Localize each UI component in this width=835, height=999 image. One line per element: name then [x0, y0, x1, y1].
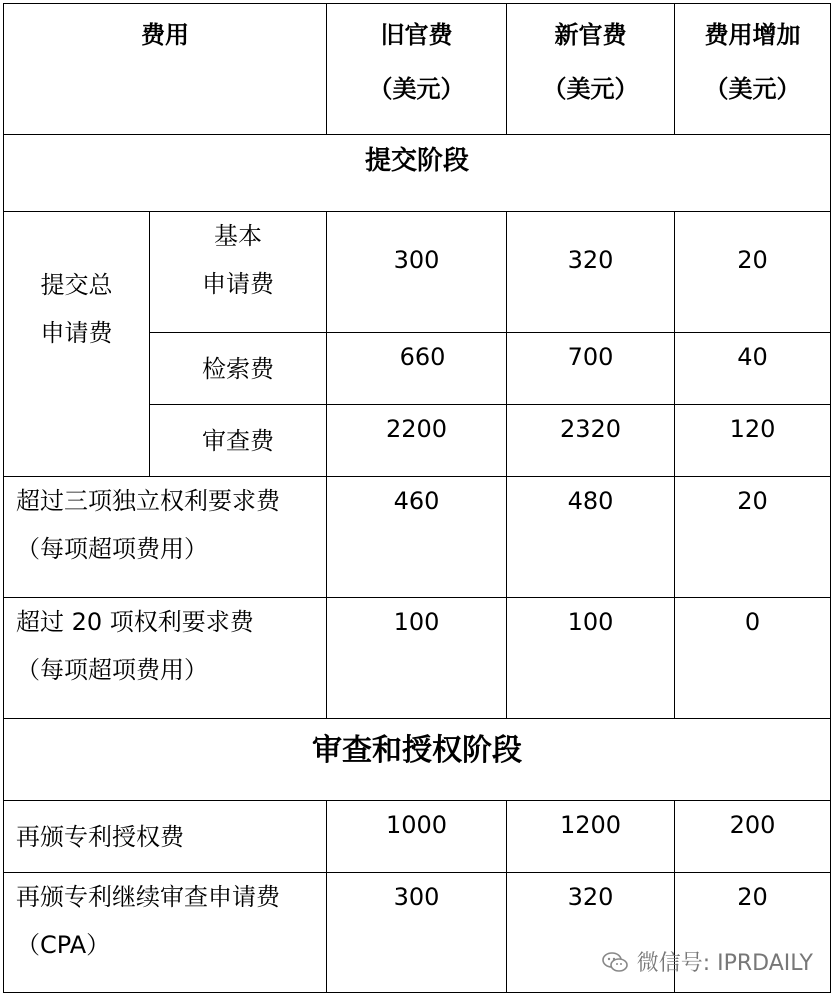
increase-value: 0: [675, 598, 831, 719]
fee-name-reissue-cpa: 再颁专利继续审查申请费 （CPA）: [4, 873, 327, 993]
header-new-fee: 新官费 （美元）: [507, 4, 675, 135]
fee-name-basic: 基本 申请费: [150, 212, 327, 333]
watermark: [601, 946, 813, 977]
old-fee-value: 1000: [327, 801, 507, 873]
table-row: [4, 212, 831, 333]
fee-name-search: 检索费: [150, 333, 327, 405]
old-fee-value: 100: [327, 598, 507, 719]
stage-submit-title: 提交阶段: [4, 135, 831, 212]
old-fee-value: 660: [327, 333, 507, 405]
header-increase: 费用增加 （美元）: [675, 4, 831, 135]
watermark-text: 微信号: IPRDAILY: [636, 951, 813, 976]
stage-exam-title: 审查和授权阶段: [4, 719, 831, 801]
new-fee-value: 100: [507, 598, 675, 719]
wechat-icon: [601, 951, 629, 973]
new-fee-value: 320: [507, 873, 675, 993]
fee-name-independent-claims: 超过三项独立权利要求费 （每项超项费用）: [4, 477, 327, 598]
old-fee-value: 2200: [327, 405, 507, 477]
new-fee-value: 2320: [507, 405, 675, 477]
increase-value: 40: [675, 333, 831, 405]
header-row: [4, 4, 831, 135]
fee-name-excess-claims: 超过 20 项权利要求费 （每项超项费用）: [4, 598, 327, 719]
increase-value: 120: [675, 405, 831, 477]
fee-name-exam: 审查费: [150, 405, 327, 477]
increase-value: 20: [675, 477, 831, 598]
increase-value: 20: [675, 873, 831, 993]
stage-exam-row: [4, 719, 831, 801]
fee-name-reissue-grant: 再颁专利授权费: [4, 801, 327, 873]
new-fee-value: 700: [507, 333, 675, 405]
old-fee-value: 300: [327, 212, 507, 333]
filing-group-label: 提交总 申请费: [4, 212, 150, 477]
increase-value: 20: [675, 212, 831, 333]
old-fee-value: 460: [327, 477, 507, 598]
header-fee: 费用: [4, 4, 327, 135]
new-fee-value: 1200: [507, 801, 675, 873]
new-fee-value: 320: [507, 212, 675, 333]
table-row: [4, 801, 831, 873]
header-old-fee: 旧官费 （美元）: [327, 4, 507, 135]
increase-value: 200: [675, 801, 831, 873]
table-row: [4, 598, 831, 719]
stage-submit-row: [4, 135, 831, 212]
new-fee-value: 480: [507, 477, 675, 598]
fee-table: [3, 3, 831, 993]
table-row: [4, 477, 831, 598]
old-fee-value: 300: [327, 873, 507, 993]
